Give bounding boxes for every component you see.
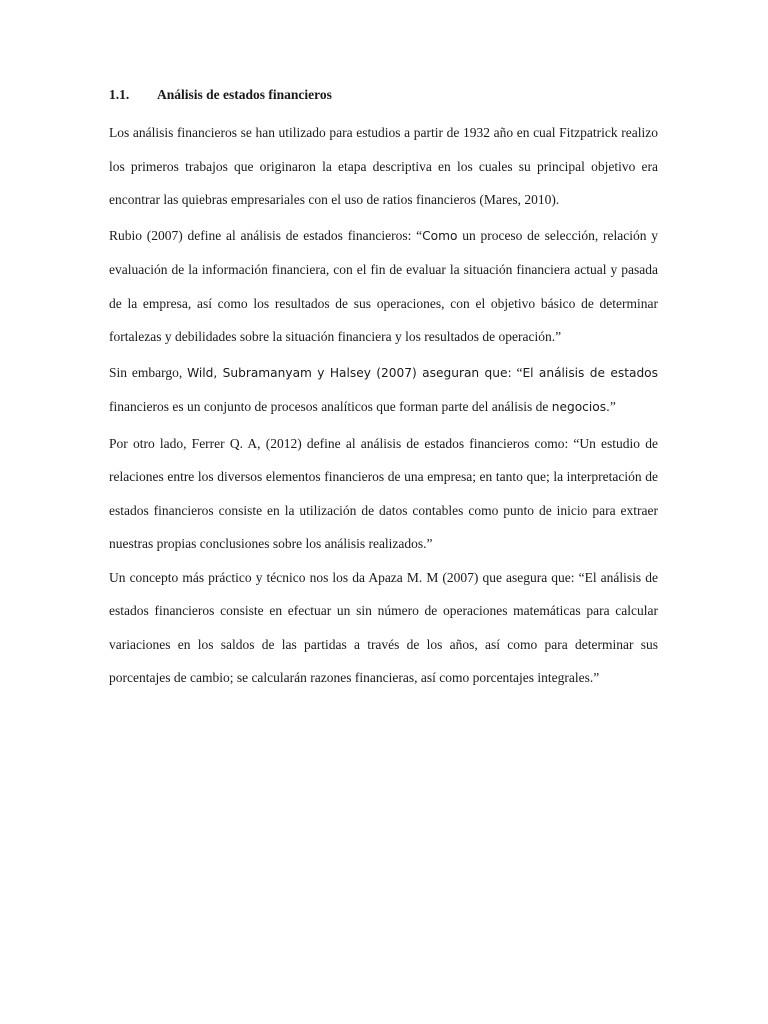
paragraph-3-authors: Wild, Subramanyam y Halsey (2007) aseguran que: [187,365,512,380]
paragraph-1: Los análisis financieros se han utilizado para estudios a partir de 1932 año en cual Fitzpatrick realizo los primeros trabajos que originaron la etapa descriptiva en los cuales su principal objetivo era encontrar las quiebras empresariales con el uso de ratios financieros (Mares, 2010). [109,125,658,207]
paragraph-2-body: un proceso de selección, relación y evaluación de la información financiera, con el fin de evaluar la situación financiera actual y pasada de la empresa, así como los resultados de sus operaciones, con el objetivo básico de determinar fortalezas y debilidades sobre la situación financiera y los resultados de operación.” [109,227,658,344]
paragraph-2-lead: Rubio (2007) define al análisis de estados financieros: “ [109,227,423,243]
paragraph-3-alt-end: negocios. [551,400,610,414]
paragraph-3-lead: Sin embargo, [109,364,188,380]
paragraph-3 [109,356,658,425]
document-page [109,84,658,697]
section-title: Análisis de estados financieros [157,87,332,102]
paragraph-3-quote-close: ” [609,399,616,414]
paragraph-2-alt-word: Como [422,228,458,243]
paragraph-4: Por otro lado, Ferrer Q. A, (2012) define al análisis de estados financieros como: “Un estudio de relaciones entre los diversos elementos financieros de una empresa; en tanto que; la interpretación de estados financieros consiste en la utilización de datos contables como punto de inicio para extraer nuestras propias conclusiones sobre los análisis realizados.” [109,435,658,551]
section-number: 1.1. [109,87,130,102]
paragraph-3-quote-open: “ [511,364,523,380]
paragraph-3-body: financieros es un conjunto de procesos analíticos que forman parte del análisis de [109,399,552,414]
section-heading [109,84,658,106]
paragraph-2 [109,219,658,354]
paragraph-5: Un concepto más práctico y técnico nos los da Apaza M. M (2007) que asegura que: “El análisis de estados financieros consiste en efectuar un sin número de operaciones matemáticas para calcular variaciones en los saldos de las partidas a través de los años, así como para determinar sus porcentajes de cambio; se calcularán razones financieras, así como porcentajes integrales.” [109,569,658,685]
paragraph-3-alt-phrase: El análisis de estados [522,365,658,380]
